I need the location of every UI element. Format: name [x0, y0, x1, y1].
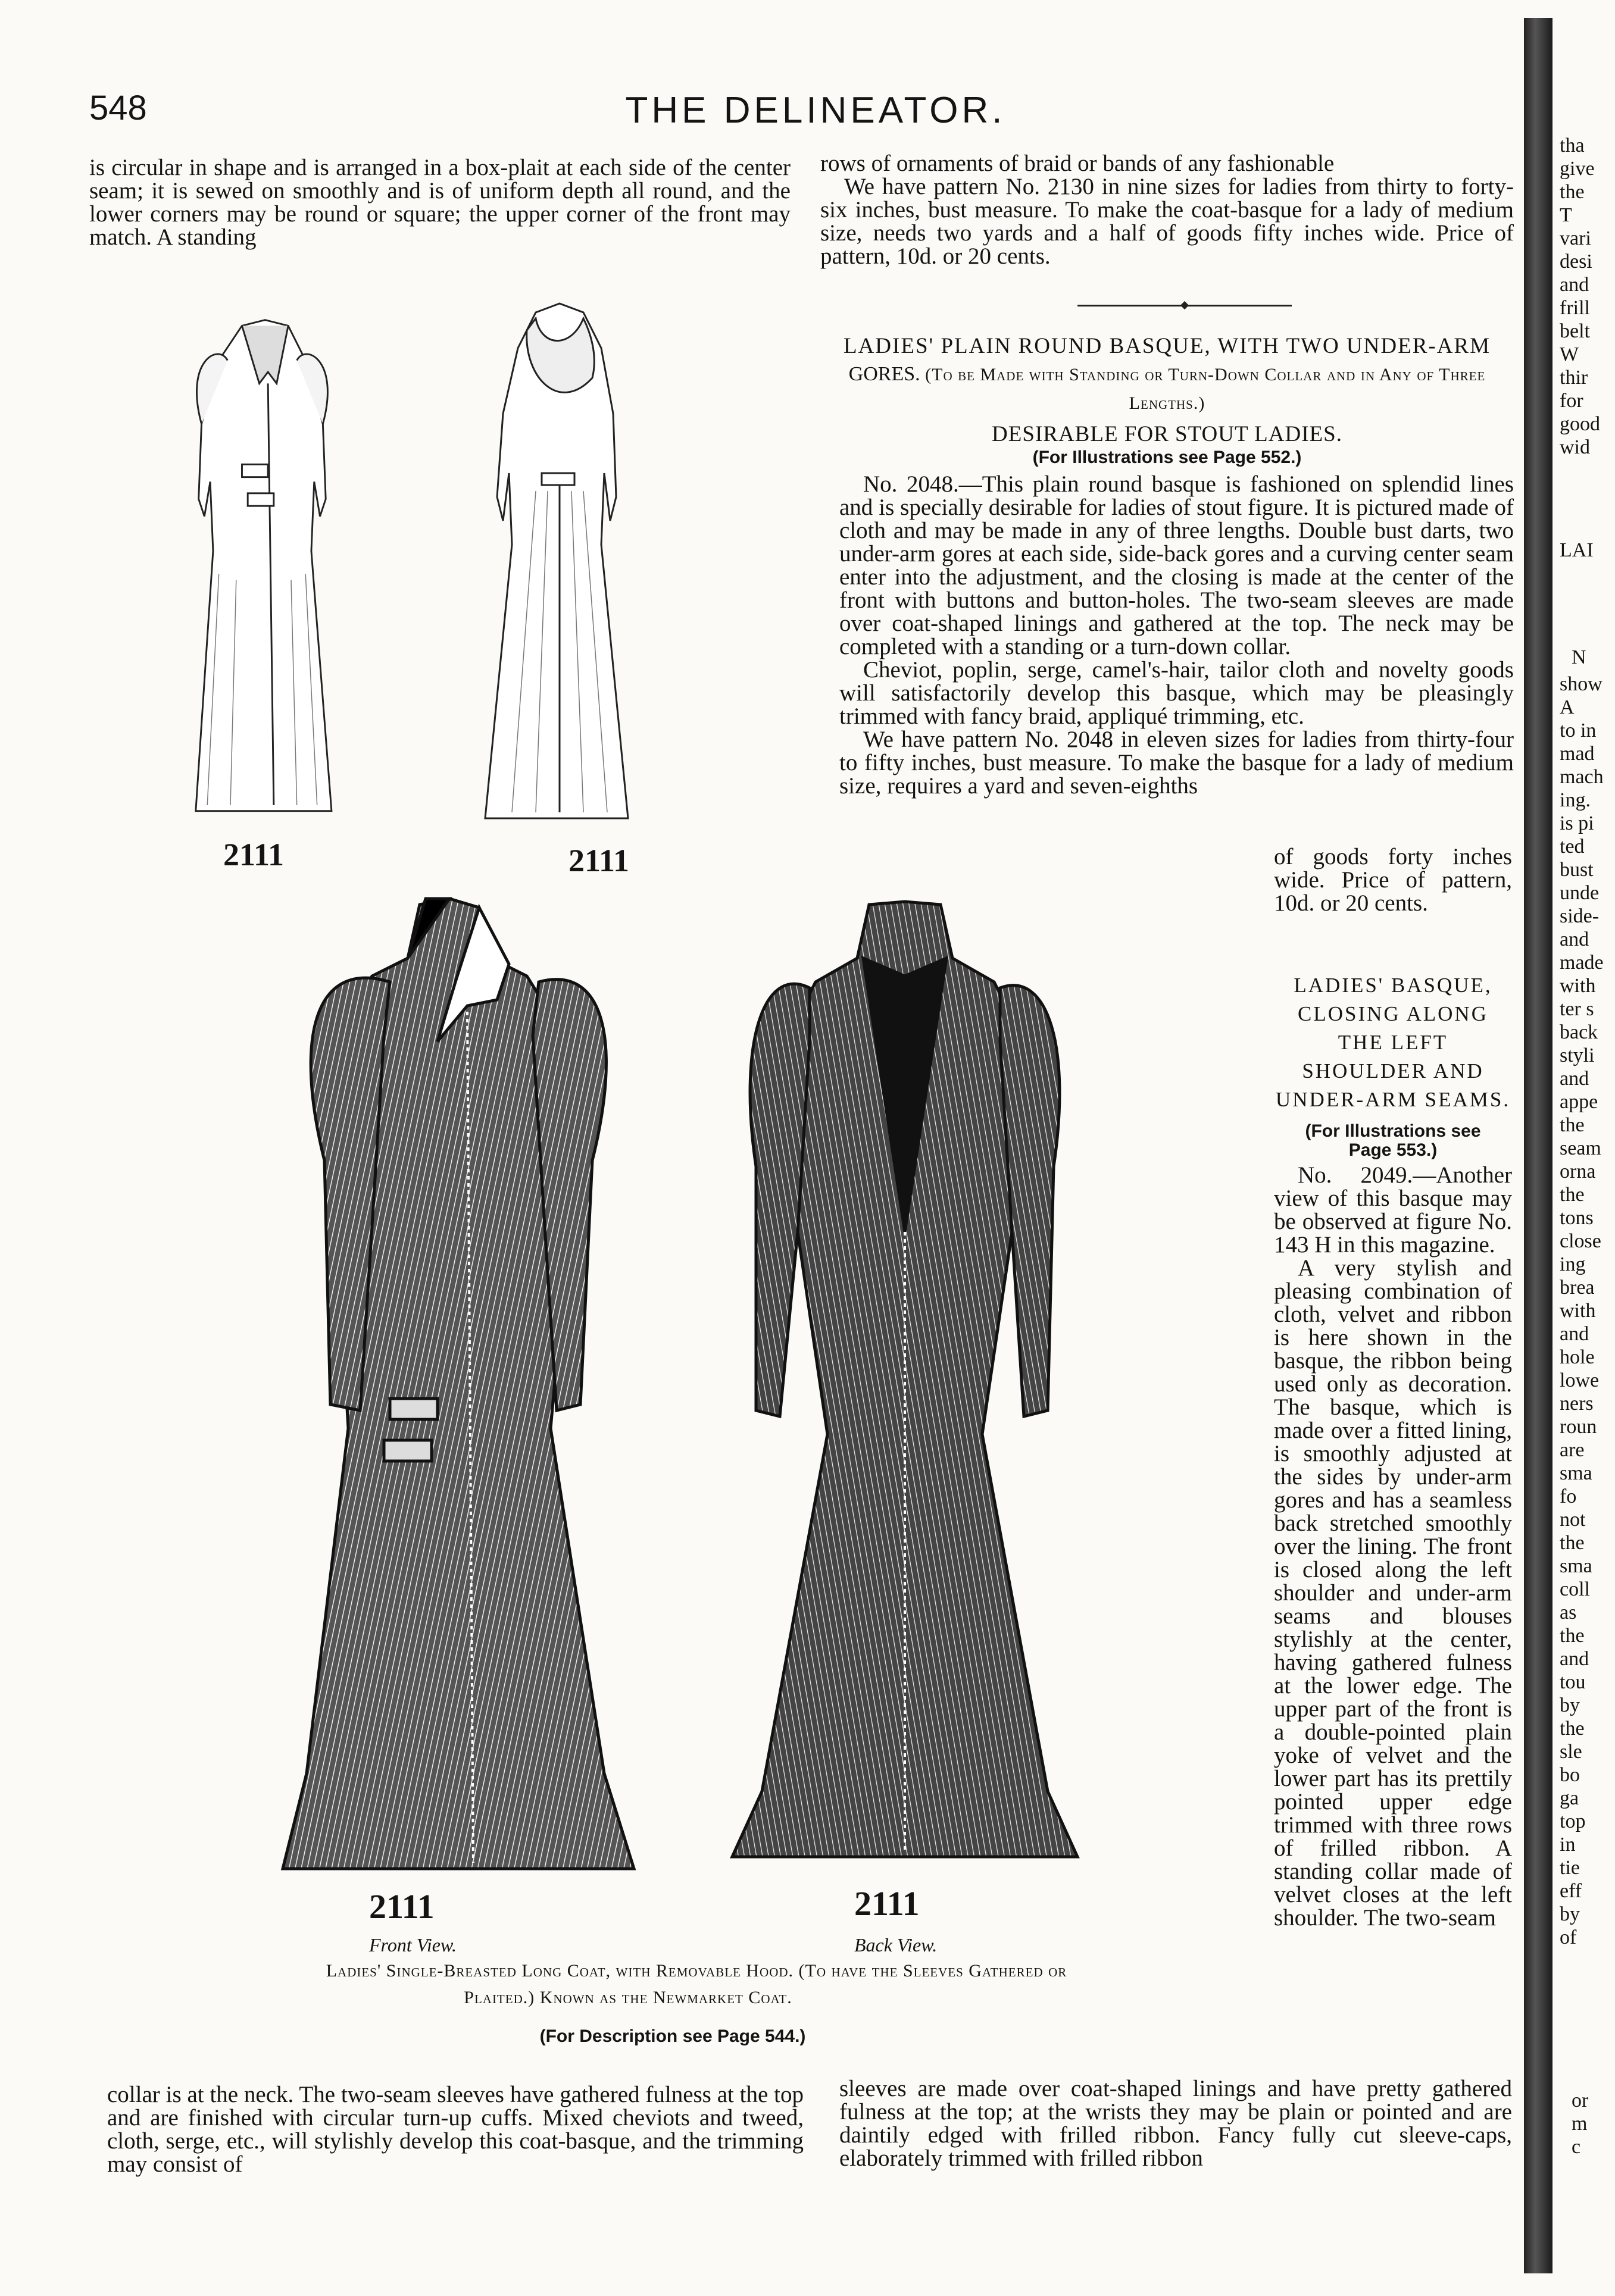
edge-fragment: hole	[1560, 1346, 1595, 1368]
edge-fragment: bust	[1560, 859, 1594, 881]
article-2049-ref: (For Illustrations see Page 553.)	[1305, 1121, 1481, 1160]
edge-fragment: W	[1560, 343, 1579, 365]
edge-fragment: close	[1560, 1230, 1601, 1252]
article-2048-subheading	[820, 360, 1514, 417]
edge-fragment: mad	[1560, 743, 1595, 765]
edge-fragment: as	[1560, 1601, 1577, 1624]
edge-fragment: ter s	[1560, 998, 1594, 1020]
edge-fragment: of	[1560, 1926, 1577, 1948]
coat-back-small-illustration	[470, 295, 649, 830]
edge-fragment: ners	[1560, 1393, 1594, 1415]
edge-fragment: ga	[1560, 1787, 1579, 1809]
edge-fragment-n: N	[1572, 646, 1586, 668]
edge-fragment: roun	[1560, 1416, 1597, 1438]
edge-fragment: made	[1560, 952, 1604, 974]
figure-caption-line2: Plaited.) Known as the Newmarket Coat.	[464, 1988, 792, 2007]
page-title: THE DELINEATOR.	[625, 90, 1006, 131]
front-view-label: Front View.	[369, 1934, 457, 1956]
article-2048-desirable: DESIRABLE FOR STOUT LADIES.	[992, 422, 1342, 446]
edge-fragment: good	[1560, 413, 1600, 435]
article-2048-para3a: We have pattern No. 2048 in eleven sizes for ladies from thirty-four to fifty inches, bust measure. To make the basque for a lady of medium size, requires a yard and seven-eighths	[839, 727, 1514, 799]
edge-fragment: for	[1560, 390, 1583, 412]
edge-fragment: and	[1560, 928, 1589, 950]
edge-fragment: or	[1572, 2089, 1589, 2112]
edge-fragment: seam	[1560, 1137, 1601, 1159]
edge-fragment: by	[1560, 1694, 1580, 1716]
edge-fragment: bo	[1560, 1764, 1580, 1786]
edge-fragment: eff	[1560, 1880, 1582, 1902]
figure-caption-ref: (For Description see Page 544.)	[539, 2026, 806, 2046]
binding-gutter	[1524, 18, 1552, 2273]
article-2048-heading-sub: (To be Made with Standing or Turn-Down Collar and in Any of Three Lengths.)	[925, 365, 1486, 413]
edge-fragment: and	[1560, 1068, 1589, 1090]
column2-top-text	[820, 152, 1514, 283]
edge-fragment: frill	[1560, 297, 1590, 319]
article-2048-ref: (For Illustrations see Page 552.)	[1032, 448, 1302, 467]
article-2048-body	[839, 473, 1514, 847]
edge-fragment: to in	[1560, 720, 1597, 742]
small-back-label: 2111	[568, 843, 630, 878]
edge-fragment: show	[1560, 673, 1602, 695]
edge-fragment: the	[1560, 1625, 1585, 1647]
coat-front-small-illustration	[173, 301, 369, 836]
rule-ornament	[1180, 301, 1189, 309]
edge-fragment: tie	[1560, 1857, 1580, 1879]
edge-fragment: with	[1560, 1300, 1596, 1322]
article-2049-para2: A very stylish and pleasing combination of cloth, velvet and ribbon is here shown in the basque, the ribbon being used only as decoration. The basque, which is made over a fitted lining, is smoothly adjusted at the sides by under-arm gores and has a seamless back stretched smoothly over the lining. The front is closed along the left shoulder and under-arm seams and blouses stylishly at the center, having gathered fulness at the lower edge. The upper part of the front is a double-pointed plain yoke of velvet and the lower part has its prettily pointed upper edge trimmed with three rows of frilled ribbon. A standing collar made of velvet closes at the left shoulder. The two-seam	[1274, 1255, 1512, 1931]
coat-front-large-illustration	[271, 893, 652, 1887]
edge-fragment: and	[1560, 1648, 1589, 1670]
edge-fragment: the	[1560, 181, 1585, 203]
edge-fragment: the	[1560, 1114, 1585, 1136]
edge-fragment: m	[1572, 2113, 1588, 2135]
edge-fragment: give	[1560, 158, 1595, 180]
edge-fragment: sma	[1560, 1462, 1592, 1484]
edge-fragment: is pi	[1560, 812, 1594, 834]
edge-fragment: coll	[1560, 1578, 1590, 1600]
edge-fragment: sma	[1560, 1555, 1592, 1577]
large-back-label: 2111	[854, 1884, 920, 1923]
edge-fragment: fo	[1560, 1485, 1577, 1507]
edge-fragment: top	[1560, 1810, 1586, 1832]
edge-fragment: are	[1560, 1439, 1585, 1461]
edge-fragment: in	[1560, 1834, 1576, 1856]
edge-fragment: brea	[1560, 1277, 1595, 1299]
column1-top-text: is circular in shape and is arranged in a box-plait at each side of the center seam; it is sewed on smoothly and is of uniform depth all round, and the lower corners may be round or square; the upper corner of the front may match. A standing	[89, 156, 791, 250]
small-front-label: 2111	[223, 837, 285, 872]
article-2048-para3b: of goods forty inches wide. Price of pattern, 10d. or 20 cents.	[1274, 845, 1512, 916]
edge-fragment: orna	[1560, 1160, 1596, 1183]
edge-fragment: tha	[1560, 134, 1585, 157]
edge-fragment: the	[1560, 1718, 1585, 1740]
edge-fragment: thir	[1560, 367, 1588, 389]
edge-fragment: and	[1560, 1323, 1589, 1345]
edge-fragment: ing	[1560, 1253, 1586, 1275]
edge-fragment: wid	[1560, 436, 1590, 458]
edge-fragment: ing.	[1560, 789, 1591, 811]
edge-fragment: A	[1560, 696, 1575, 718]
edge-fragment: lowe	[1560, 1369, 1600, 1391]
edge-fragment: with	[1560, 975, 1596, 997]
edge-fragment: vari	[1560, 227, 1591, 249]
column2-top-text-2: We have pattern No. 2130 in nine sizes for ladies from thirty to forty-six inches, bust measure. To make the coat-basque for a lady of medium size, needs two yards and a half of goods fifty inches wide. Price of pattern, 10d. or 20 cents.	[820, 174, 1514, 269]
edge-fragment: sle	[1560, 1741, 1582, 1763]
edge-fragments-body	[1560, 672, 1615, 2000]
edge-fragment: tou	[1560, 1671, 1586, 1693]
column2-top-text-1: rows of ornaments of braid or bands of any fashionable	[820, 152, 1335, 176]
article-2048-para2: Cheviot, poplin, serge, camel's-hair, tailor cloth and novelty goods will satisfactorily develop this basque, which may be pleasingly trimmed with fancy braid, appliqué trimming, etc.	[839, 657, 1514, 729]
article-2048-para1: No. 2048.—This plain round basque is fashioned on splendid lines and is specially desirable for ladies of stout figure. It is pictured made of cloth and may be made in any of three lengths. Double bust darts, two under-arm gores at each side, side-back gores and a curving center seam enter into the adjustment, and the closing is made at the center of the front with buttons and button-holes. The two-seam sleeves are made over coat-shaped linings and gathered at the top. The neck may be completed with a standing or a turn-down collar.	[839, 473, 1514, 659]
figure-caption-line1: Ladies' Single-Breasted Long Coat, with Removable Hood. (To have the Sleeves Gathered or	[326, 1961, 1067, 1981]
edge-fragment-lai: LAI	[1560, 539, 1594, 561]
page-number: 548	[89, 89, 147, 127]
edge-fragment: appe	[1560, 1091, 1598, 1113]
edge-fragment: T	[1560, 204, 1572, 226]
edge-fragment: side-	[1560, 905, 1600, 927]
edge-fragment: not	[1560, 1509, 1586, 1531]
edge-fragment: unde	[1560, 882, 1600, 904]
article-2048-heading-gores: GORES.	[848, 363, 920, 385]
edge-fragment: styli	[1560, 1044, 1595, 1066]
edge-fragment: ted	[1560, 836, 1585, 858]
article-2049-heading: LADIES' BASQUE, CLOSING ALONG THE LEFT SHOULDER AND UNDER-ARM SEAMS.	[1275, 974, 1511, 1111]
edge-fragment: by	[1560, 1903, 1580, 1925]
large-front-label: 2111	[369, 1887, 435, 1926]
edge-fragment: belt	[1560, 320, 1590, 342]
edge-fragment: the	[1560, 1532, 1585, 1554]
edge-fragment: and	[1560, 274, 1589, 296]
coat-back-large-illustration	[726, 899, 1083, 1875]
edge-fragment: the	[1560, 1184, 1585, 1206]
edge-fragment: back	[1560, 1021, 1598, 1043]
edge-fragment: mach	[1560, 766, 1604, 788]
bottom-column1-text: collar is at the neck. The two-seam sleeves have gathered fulness at the top and are finished with circular turn-up cuffs. Mixed cheviots and tweed, cloth, serge, etc., will stylishly develop this coat-basque, and the trimming may consist of	[107, 2083, 804, 2177]
edge-fragment: desi	[1560, 251, 1592, 273]
edge-fragments-top	[1560, 134, 1615, 503]
edge-fragment: c	[1572, 2136, 1581, 2158]
article-2049-para1: No. 2049.—Another view of this basque may be observed at figure No. 143 H in this magazine.	[1274, 1163, 1512, 1258]
edge-fragments-bottom	[1572, 2089, 1615, 2166]
edge-fragment: tons	[1560, 1207, 1594, 1229]
bottom-column2-text: sleeves are made over coat-shaped linings and have pretty gathered fulness at the top; at the wrists they may be plain or pointed and are daintily edged with frilled ribbon. Fancy fully cut sleeve-caps, elaborately trimmed with frilled ribbon	[839, 2077, 1512, 2171]
article-2048-heading: LADIES' PLAIN ROUND BASQUE, WITH TWO UNDER-ARM	[843, 334, 1491, 358]
back-view-label: Back View.	[854, 1934, 938, 1956]
